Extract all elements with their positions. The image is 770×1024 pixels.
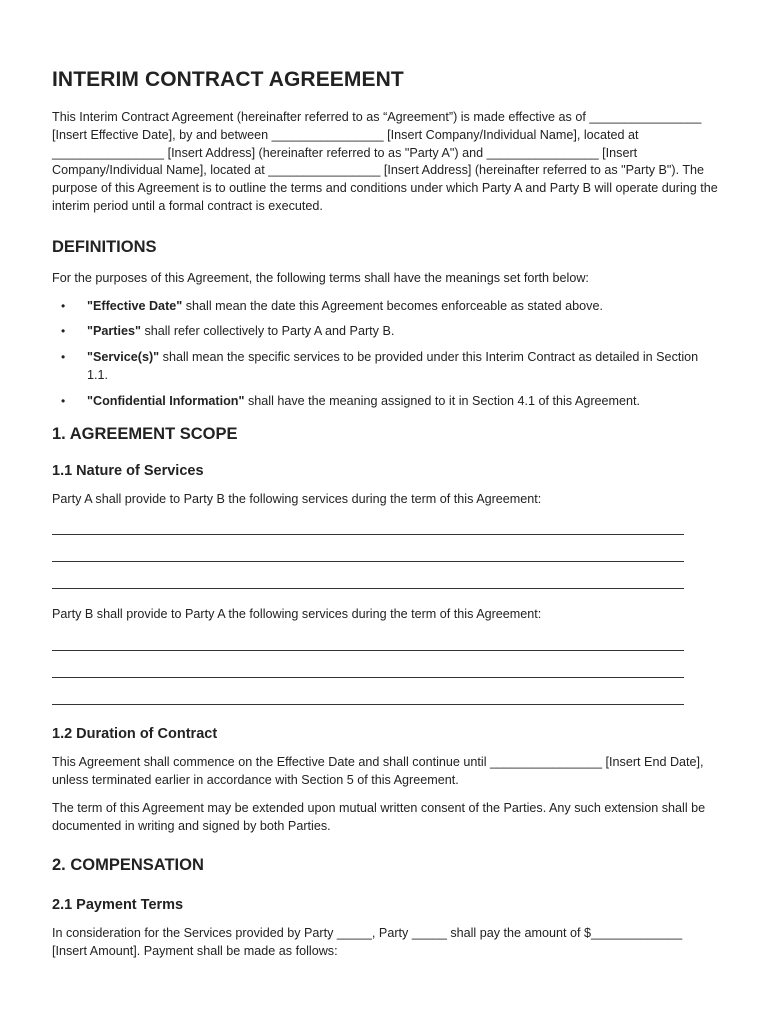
section-2-1-heading: 2.1 Payment Terms — [52, 897, 184, 914]
definition-item — [52, 323, 718, 341]
definition-item — [52, 349, 718, 385]
definition-term: "Parties" — [87, 324, 141, 339]
definition-text: shall mean the date this Agreement becomes enforceable as stated above. — [182, 298, 603, 313]
payment-terms-paragraph: In consideration for the Services provided by Party _____, Party _____ shall pay the amount of $_____________ [Insert Amount]. Payment shall be made as follows: — [52, 926, 683, 959]
definition-term: "Effective Date" — [87, 298, 183, 313]
fill-in-line[interactable] — [52, 676, 684, 678]
section-2-heading: 2. COMPENSATION — [52, 856, 204, 875]
party-b-services-blanks — [52, 649, 718, 705]
bullet-icon: • — [61, 350, 66, 365]
section-1-1-heading: 1.1 Nature of Services — [52, 462, 204, 479]
definition-item — [52, 298, 718, 316]
definitions-heading: DEFINITIONS — [52, 237, 157, 256]
fill-in-line[interactable] — [52, 587, 684, 589]
bullet-icon: • — [61, 393, 66, 408]
definition-item — [52, 393, 718, 411]
fill-in-line[interactable] — [52, 533, 684, 535]
document-title: INTERIM CONTRACT AGREEMENT — [52, 68, 404, 91]
definition-text: shall mean the specific services to be provided under this Interim Contract as detailed in Section 1.1. — [87, 350, 699, 382]
fill-in-line[interactable] — [52, 649, 684, 651]
party-a-services-text: Party A shall provide to Party B the following services during the term of this Agreement: — [52, 491, 542, 506]
definition-term: "Confidential Information" — [87, 393, 245, 408]
duration-paragraph-1: This Agreement shall commence on the Effective Date and shall continue until ________________ [Insert End Date], unless terminated earlier in accordance with Section 5 of this Agreement. — [52, 755, 704, 787]
section-1-2-heading: 1.2 Duration of Contract — [52, 726, 218, 743]
intro-paragraph: This Interim Contract Agreement (hereinafter referred to as “Agreement”) is made effective as of ________________ [Insert Effective Date], by and between ________________ [Insert Company/Individual Name], located at ________________ [Insert Address] (hereinafter referred to as "Party A") and ________________ [Insert Company/Individual Name], located at ________________ [Insert Address] (hereinafter referred to as "Party B"). The purpose of this Agreement is to outline the terms and conditions under which Party A and Party B will operate during the interim period until a formal contract is executed. — [52, 110, 718, 213]
duration-paragraph-2: The term of this Agreement may be extended upon mutual written consent of the Parties. Any such extension shall be documented in writing and signed by both Parties. — [52, 800, 706, 833]
definition-text: shall have the meaning assigned to it in Section 4.1 of this Agreement. — [244, 393, 641, 408]
bullet-icon: • — [61, 298, 66, 313]
party-b-services-text: Party B shall provide to Party A the following services during the term of this Agreement: — [52, 607, 542, 622]
fill-in-line[interactable] — [52, 703, 684, 705]
definitions-lead: For the purposes of this Agreement, the following terms shall have the meanings set forth below: — [52, 270, 589, 285]
section-1-heading: 1. AGREEMENT SCOPE — [52, 424, 238, 443]
party-a-services-blanks — [52, 533, 718, 589]
definitions-list — [52, 298, 718, 411]
fill-in-line[interactable] — [52, 560, 684, 562]
definition-term: "Service(s)" — [87, 350, 160, 365]
definition-text: shall refer collectively to Party A and Party B. — [140, 324, 395, 339]
bullet-icon: • — [61, 324, 66, 339]
